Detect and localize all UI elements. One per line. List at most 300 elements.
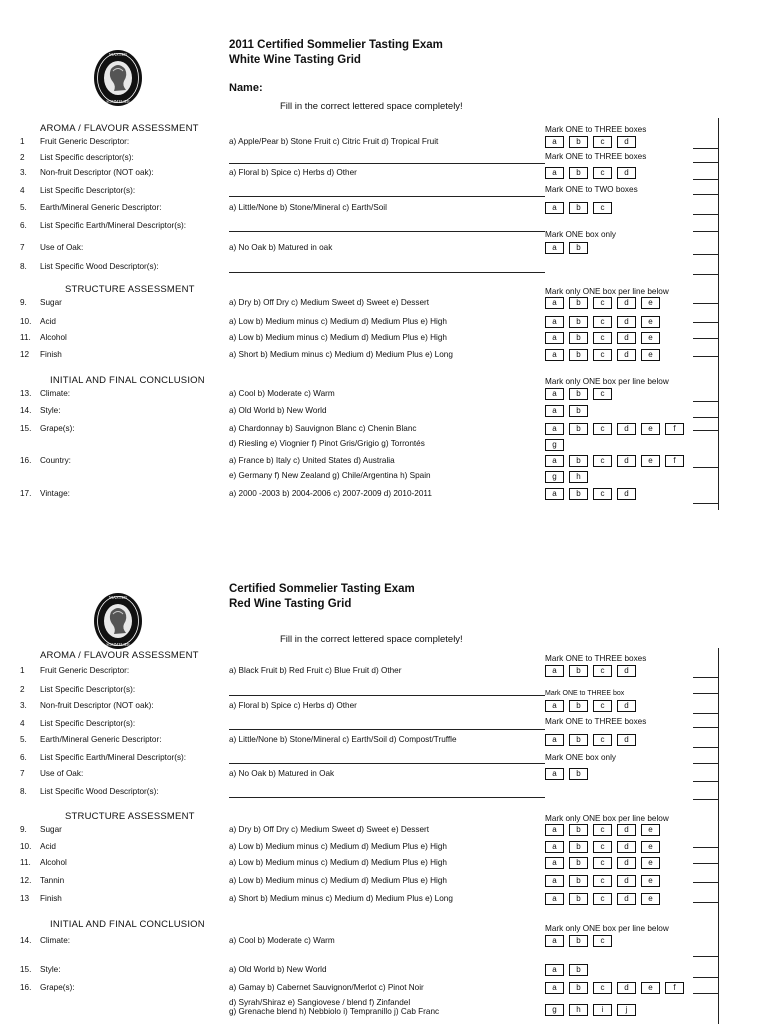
answer-options: a) No Oak b) Matured in Oak: [229, 769, 335, 778]
row-17-answer-boxes: [545, 488, 636, 500]
row-16-answer-box-c[interactable]: c: [593, 455, 612, 467]
master-sommelier-logo: [92, 47, 144, 107]
row-16-answer-box-a[interactable]: a: [545, 455, 564, 467]
question-label: Non-fruit Descriptor (NOT oak):: [40, 168, 154, 177]
row-11-answer-boxes: [545, 857, 660, 869]
row-15-answer-boxes: [545, 964, 588, 976]
answer-options: a) Low b) Medium minus c) Medium d) Medium Plus e) High: [229, 333, 447, 342]
score-line: [693, 882, 718, 883]
row-3-answer-box-a[interactable]: a: [545, 700, 564, 712]
write-in-line: [229, 763, 545, 764]
section-conclusion: INITIAL AND FINAL CONCLUSION: [50, 375, 205, 386]
section-aroma: AROMA / FLAVOUR ASSESSMENT: [40, 123, 199, 134]
question-label: Climate:: [40, 936, 71, 945]
question-number: 6.: [20, 221, 27, 230]
question-number: 7: [20, 243, 25, 252]
row-12-answer-box-d[interactable]: d: [617, 349, 636, 361]
question-number: 7: [20, 769, 25, 778]
question-label: Sugar: [40, 825, 62, 834]
write-in-line: [229, 695, 545, 696]
right-border-line: [718, 648, 719, 1024]
question-number: 4: [20, 186, 25, 195]
row-15-answer-box-c[interactable]: c: [593, 423, 612, 435]
row-16-cont-answer-box-j[interactable]: j: [617, 1004, 636, 1016]
row-5-answer-box-c[interactable]: c: [593, 734, 612, 746]
row-12-answer-boxes: [545, 875, 660, 887]
score-line: [693, 214, 718, 215]
row-16-cont-answer-boxes: [545, 471, 588, 483]
mark-instruction: Mark only ONE box per line below: [545, 814, 669, 823]
score-line: [693, 863, 718, 864]
section-structure: STRUCTURE ASSESSMENT: [65, 811, 195, 822]
row-11-answer-box-c[interactable]: c: [593, 857, 612, 869]
row-9-answer-boxes: [545, 824, 660, 836]
question-label: Country:: [40, 456, 71, 465]
fill-instruction: Fill in the correct lettered space completely!: [280, 101, 463, 112]
score-line: [693, 713, 718, 714]
row-16-answer-box-c[interactable]: c: [593, 982, 612, 994]
row-11-answer-box-b[interactable]: b: [569, 857, 588, 869]
row-9-answer-box-c[interactable]: c: [593, 297, 612, 309]
row-14-answer-box-c[interactable]: c: [593, 935, 612, 947]
score-line: [693, 693, 718, 694]
score-line: [693, 956, 718, 957]
question-label: Tannin: [40, 876, 65, 885]
row-5-answer-box-c[interactable]: c: [593, 202, 612, 214]
question-label: Non-fruit Descriptor (NOT oak):: [40, 701, 154, 710]
row-5-answer-box-a[interactable]: a: [545, 734, 564, 746]
answer-options: a) Low b) Medium minus c) Medium d) Medium Plus e) High: [229, 858, 447, 867]
question-label: Acid: [40, 842, 56, 851]
mark-instruction: Mark ONE to THREE boxes: [545, 125, 647, 134]
row-16-answer-box-b[interactable]: b: [569, 455, 588, 467]
row-11-answer-box-b[interactable]: b: [569, 332, 588, 344]
row-3-answer-box-a[interactable]: a: [545, 167, 564, 179]
row-16-answer-box-e[interactable]: e: [641, 982, 660, 994]
row-10-answer-box-a[interactable]: a: [545, 316, 564, 328]
question-label: Earth/Mineral Generic Descriptor:: [40, 203, 162, 212]
row-15-answer-box-b[interactable]: b: [569, 964, 588, 976]
grid-title: White Wine Tasting Grid: [229, 54, 361, 66]
score-line: [693, 274, 718, 275]
question-label: Finish: [40, 894, 62, 903]
score-line: [693, 194, 718, 195]
question-label: List Specific Descriptor(s):: [40, 685, 136, 694]
mark-instruction: Mark ONE box only: [545, 230, 616, 239]
question-number: 8.: [20, 262, 27, 271]
question-number: 9.: [20, 825, 27, 834]
row-16-answer-box-a[interactable]: a: [545, 982, 564, 994]
question-number: 3.: [20, 168, 27, 177]
row-16-cont-answer-boxes: [545, 1004, 636, 1016]
row-10-answer-box-a[interactable]: a: [545, 841, 564, 853]
score-line: [693, 231, 718, 232]
score-line: [693, 417, 718, 418]
row-14-answer-boxes: [545, 405, 588, 417]
row-11-answer-box-c[interactable]: c: [593, 332, 612, 344]
row-16-cont-answer-box-g[interactable]: g: [545, 471, 564, 483]
answer-options: a) Low b) Medium minus c) Medium d) Medium Plus e) High: [229, 876, 447, 885]
row-16-answer-box-e[interactable]: e: [641, 455, 660, 467]
answer-options: a) Low b) Medium minus c) Medium d) Medium Plus e) High: [229, 842, 447, 851]
row-12-answer-box-e[interactable]: e: [641, 875, 660, 887]
answer-options: a) Short b) Medium minus c) Medium d) Medium Plus e) Long: [229, 350, 453, 359]
section-aroma: AROMA / FLAVOUR ASSESSMENT: [40, 650, 199, 661]
score-line: [693, 763, 718, 764]
row-10-answer-box-d[interactable]: d: [617, 841, 636, 853]
question-label: List Specific descriptor(s):: [40, 153, 134, 162]
row-11-answer-box-d[interactable]: d: [617, 332, 636, 344]
question-label: Acid: [40, 317, 56, 326]
question-number: 10.: [20, 317, 32, 326]
question-number: 2: [20, 153, 25, 162]
question-number: 13.: [20, 389, 32, 398]
question-number: 5.: [20, 203, 27, 212]
row-16-answer-box-d[interactable]: d: [617, 982, 636, 994]
mark-instruction: Mark ONE to TWO boxes: [545, 185, 638, 194]
question-number: 12.: [20, 876, 32, 885]
question-label: List Specific Earth/Mineral Descriptor(s):: [40, 753, 187, 762]
question-number: 4: [20, 719, 25, 728]
row-13-answer-box-b[interactable]: b: [569, 893, 588, 905]
question-label: Grape(s):: [40, 983, 75, 992]
row-5-answer-boxes: [545, 202, 612, 214]
mark-instruction: Mark ONE box only: [545, 753, 616, 762]
row-16-answer-box-f[interactable]: f: [665, 982, 684, 994]
score-line: [693, 781, 718, 782]
row-12-answer-box-d[interactable]: d: [617, 875, 636, 887]
row-9-answer-box-b[interactable]: b: [569, 824, 588, 836]
row-9-answer-box-d[interactable]: d: [617, 824, 636, 836]
row-11-answer-box-a[interactable]: a: [545, 332, 564, 344]
row-10-answer-box-c[interactable]: c: [593, 316, 612, 328]
question-number: 15.: [20, 424, 32, 433]
master-sommelier-logo: [92, 590, 144, 650]
row-10-answer-boxes: [545, 316, 660, 328]
answer-options: a) Old World b) New World: [229, 406, 327, 415]
question-label: Earth/Mineral Generic Descriptor:: [40, 735, 162, 744]
score-line: [693, 356, 718, 357]
row-16-cont-answer-box-h[interactable]: h: [569, 1004, 588, 1016]
question-label: Grape(s):: [40, 424, 75, 433]
mark-instruction: Mark ONE to THREE box: [545, 690, 625, 697]
name-field-label: Name:: [229, 82, 263, 94]
row-12-answer-box-c[interactable]: c: [593, 349, 612, 361]
score-line: [693, 401, 718, 402]
question-label: List Specific Descriptor(s):: [40, 719, 136, 728]
row-3-answer-box-b[interactable]: b: [569, 167, 588, 179]
score-line: [693, 430, 718, 431]
row-9-answer-box-a[interactable]: a: [545, 824, 564, 836]
mark-instruction: Mark only ONE box per line below: [545, 287, 669, 296]
row-17-answer-box-a[interactable]: a: [545, 488, 564, 500]
row-7-answer-box-b[interactable]: b: [569, 242, 588, 254]
answer-options: a) 2000 -2003 b) 2004-2006 c) 2007-2009 d) 2010-2011: [229, 489, 432, 498]
row-16-cont-answer-box-i[interactable]: i: [593, 1004, 612, 1016]
answer-options: a) Dry b) Off Dry c) Medium Sweet d) Sweet e) Dessert: [229, 825, 430, 834]
mark-instruction: Mark only ONE box per line below: [545, 924, 669, 933]
score-line: [693, 799, 718, 800]
row-9-answer-box-c[interactable]: c: [593, 824, 612, 836]
row-3-answer-box-d[interactable]: d: [617, 700, 636, 712]
question-label: Alcohol: [40, 858, 67, 867]
row-12-answer-box-b[interactable]: b: [569, 349, 588, 361]
question-number: 10.: [20, 842, 32, 851]
row-11-answer-box-a[interactable]: a: [545, 857, 564, 869]
question-number: 17.: [20, 489, 32, 498]
row-3-answer-box-b[interactable]: b: [569, 700, 588, 712]
row-16-cont-answer-box-g[interactable]: g: [545, 1004, 564, 1016]
score-line: [693, 677, 718, 678]
row-14-answer-box-a[interactable]: a: [545, 935, 564, 947]
question-label: List Specific Earth/Mineral Descriptor(s):: [40, 221, 187, 230]
row-1-answer-box-b[interactable]: b: [569, 136, 588, 148]
row-15-answer-box-a[interactable]: a: [545, 964, 564, 976]
svg-text:SOMMELIER: SOMMELIER: [106, 642, 130, 647]
row-12-answer-box-b[interactable]: b: [569, 875, 588, 887]
question-label: Use of Oak:: [40, 243, 84, 252]
question-number: 16.: [20, 456, 32, 465]
row-13-answer-box-c[interactable]: c: [593, 388, 612, 400]
row-12-answer-box-c[interactable]: c: [593, 875, 612, 887]
row-16-answer-box-d[interactable]: d: [617, 455, 636, 467]
write-in-line: [229, 272, 545, 273]
question-label: Finish: [40, 350, 62, 359]
answer-options: a) France b) Italy c) United States d) Australia: [229, 456, 395, 465]
question-number: 11.: [20, 858, 31, 867]
score-line: [693, 162, 718, 163]
score-line: [693, 254, 718, 255]
row-14-answer-box-b[interactable]: b: [569, 405, 588, 417]
row-12-answer-box-e[interactable]: e: [641, 349, 660, 361]
svg-text:MASTER: MASTER: [108, 595, 128, 600]
answer-options: a) Little/None b) Stone/Mineral c) Earth/Soil d) Compost/Truffle: [229, 735, 457, 744]
row-9-answer-boxes: [545, 297, 660, 309]
row-13-answer-box-a[interactable]: a: [545, 388, 564, 400]
row-13-answer-box-b[interactable]: b: [569, 388, 588, 400]
row-1-answer-boxes: [545, 136, 636, 148]
mark-instruction: Mark only ONE box per line below: [545, 377, 669, 386]
row-5-answer-box-b[interactable]: b: [569, 734, 588, 746]
question-number: 6.: [20, 753, 27, 762]
row-10-answer-box-e[interactable]: e: [641, 841, 660, 853]
answer-options-cont: g) Grenache blend h) Nebbiolo i) Tempranillo j) Cab Franc: [229, 1007, 440, 1016]
fill-instruction: Fill in the correct lettered space completely!: [280, 634, 463, 645]
row-1-answer-box-c[interactable]: c: [593, 136, 612, 148]
row-13-answer-box-e[interactable]: e: [641, 893, 660, 905]
row-10-answer-box-b[interactable]: b: [569, 841, 588, 853]
row-15-answer-box-a[interactable]: a: [545, 423, 564, 435]
row-1-answer-box-a[interactable]: a: [545, 136, 564, 148]
row-13-answer-box-a[interactable]: a: [545, 893, 564, 905]
row-13-answer-boxes: [545, 893, 660, 905]
score-line: [693, 727, 718, 728]
row-11-answer-box-d[interactable]: d: [617, 857, 636, 869]
row-3-answer-box-d[interactable]: d: [617, 167, 636, 179]
question-label: Style:: [40, 406, 61, 415]
right-border-line: [718, 118, 719, 510]
exam-title: Certified Sommelier Tasting Exam: [229, 583, 415, 595]
question-number: 13: [20, 894, 30, 903]
question-number: 16.: [20, 983, 32, 992]
row-14-answer-box-b[interactable]: b: [569, 935, 588, 947]
answer-options: a) Cool b) Moderate c) Warm: [229, 389, 335, 398]
answer-options: a) Apple/Pear b) Stone Fruit c) Citric Fruit d) Tropical Fruit: [229, 137, 439, 146]
row-14-answer-box-a[interactable]: a: [545, 405, 564, 417]
row-10-answer-box-c[interactable]: c: [593, 841, 612, 853]
question-number: 3.: [20, 701, 27, 710]
question-label: List Specific Wood Descriptor(s):: [40, 262, 159, 271]
row-1-answer-box-d[interactable]: d: [617, 136, 636, 148]
question-label: List Specific Descriptor(s):: [40, 186, 136, 195]
row-11-answer-box-e[interactable]: e: [641, 857, 660, 869]
row-10-answer-box-e[interactable]: e: [641, 316, 660, 328]
row-3-answer-boxes: [545, 167, 636, 179]
row-12-answer-box-a[interactable]: a: [545, 349, 564, 361]
question-label: Sugar: [40, 298, 62, 307]
answer-options: a) Chardonnay b) Sauvignon Blanc c) Chenin Blanc: [229, 424, 417, 433]
score-line: [693, 179, 718, 180]
question-number: 5.: [20, 735, 27, 744]
exam-title: 2011 Certified Sommelier Tasting Exam: [229, 39, 443, 51]
answer-options: a) Floral b) Spice c) Herbs d) Other: [229, 701, 357, 710]
row-15-answer-box-f[interactable]: f: [665, 423, 684, 435]
row-7-answer-box-b[interactable]: b: [569, 768, 588, 780]
score-line: [693, 977, 718, 978]
score-line: [693, 148, 718, 149]
row-1-answer-box-d[interactable]: d: [617, 665, 636, 677]
write-in-line: [229, 196, 545, 197]
row-14-answer-boxes: [545, 935, 612, 947]
row-9-answer-box-a[interactable]: a: [545, 297, 564, 309]
answer-options: a) Little/None b) Stone/Mineral c) Earth/Soil: [229, 203, 387, 212]
question-label: Climate:: [40, 389, 71, 398]
write-in-line: [229, 797, 545, 798]
question-label: Fruit Generic Descriptor:: [40, 666, 130, 675]
row-1-answer-box-b[interactable]: b: [569, 665, 588, 677]
question-label: Fruit Generic Descriptor:: [40, 137, 130, 146]
mark-instruction: Mark ONE to THREE boxes: [545, 152, 647, 161]
question-label: Use of Oak:: [40, 769, 84, 778]
row-15-answer-boxes: [545, 423, 684, 435]
row-13-answer-box-c[interactable]: c: [593, 893, 612, 905]
question-number: 2: [20, 685, 25, 694]
section-conclusion: INITIAL AND FINAL CONCLUSION: [50, 919, 205, 930]
mark-instruction: Mark ONE to THREE boxes: [545, 654, 647, 663]
row-7-answer-box-a[interactable]: a: [545, 242, 564, 254]
question-number: 12: [20, 350, 30, 359]
row-5-answer-box-d[interactable]: d: [617, 734, 636, 746]
answer-options: a) Old World b) New World: [229, 965, 327, 974]
row-10-answer-box-d[interactable]: d: [617, 316, 636, 328]
answer-options: a) Dry b) Off Dry c) Medium Sweet d) Sweet e) Dessert: [229, 298, 430, 307]
row-15-answer-box-d[interactable]: d: [617, 423, 636, 435]
row-5-answer-boxes: [545, 734, 636, 746]
question-number: 14.: [20, 406, 32, 415]
row-11-answer-box-e[interactable]: e: [641, 332, 660, 344]
answer-options: a) Black Fruit b) Red Fruit c) Blue Fruit d) Other: [229, 666, 402, 675]
row-15-answer-box-e[interactable]: e: [641, 423, 660, 435]
question-label: Vintage:: [40, 489, 70, 498]
answer-options: a) Floral b) Spice c) Herbs d) Other: [229, 168, 357, 177]
row-9-answer-box-e[interactable]: e: [641, 297, 660, 309]
row-13-answer-boxes: [545, 388, 612, 400]
answer-options-cont: d) Riesling e) Viognier f) Pinot Gris/Grigio g) Torrontés: [229, 439, 425, 448]
row-10-answer-boxes: [545, 841, 660, 853]
score-line: [693, 902, 718, 903]
row-7-answer-box-a[interactable]: a: [545, 768, 564, 780]
row-17-answer-box-b[interactable]: b: [569, 488, 588, 500]
score-line: [693, 467, 718, 468]
answer-options-cont: e) Germany f) New Zealand g) Chile/Argentina h) Spain: [229, 471, 431, 480]
write-in-line: [229, 231, 545, 232]
score-line: [693, 303, 718, 304]
row-16-answer-boxes: [545, 982, 684, 994]
mark-instruction: Mark ONE to THREE boxes: [545, 717, 647, 726]
write-in-line: [229, 163, 545, 164]
question-number: 8.: [20, 787, 27, 796]
row-1-answer-box-a[interactable]: a: [545, 665, 564, 677]
row-15-answer-box-b[interactable]: b: [569, 423, 588, 435]
row-1-answer-boxes: [545, 665, 636, 677]
svg-text:MASTER: MASTER: [108, 52, 128, 57]
question-label: Style:: [40, 965, 61, 974]
row-15-cont-answer-boxes: [545, 439, 564, 451]
row-15-cont-answer-box-g[interactable]: g: [545, 439, 564, 451]
answer-options-cont: d) Syrah/Shiraz e) Sangiovese / blend f) Zinfandel: [229, 998, 411, 1007]
score-line: [693, 503, 718, 504]
row-5-answer-box-a[interactable]: a: [545, 202, 564, 214]
section-structure: STRUCTURE ASSESSMENT: [65, 284, 195, 295]
row-10-answer-box-b[interactable]: b: [569, 316, 588, 328]
row-16-cont-answer-box-h[interactable]: h: [569, 471, 588, 483]
svg-text:SOMMELIER: SOMMELIER: [106, 99, 130, 104]
row-17-answer-box-d[interactable]: d: [617, 488, 636, 500]
row-17-answer-box-c[interactable]: c: [593, 488, 612, 500]
score-line: [693, 993, 718, 994]
row-9-answer-box-e[interactable]: e: [641, 824, 660, 836]
question-number: 1: [20, 666, 25, 675]
row-1-answer-box-c[interactable]: c: [593, 665, 612, 677]
row-16-answer-boxes: [545, 455, 684, 467]
answer-options: a) Low b) Medium minus c) Medium d) Medium Plus e) High: [229, 317, 447, 326]
row-9-answer-box-b[interactable]: b: [569, 297, 588, 309]
row-12-answer-box-a[interactable]: a: [545, 875, 564, 887]
row-3-answer-box-c[interactable]: c: [593, 167, 612, 179]
question-number: 15.: [20, 965, 32, 974]
question-number: 14.: [20, 936, 32, 945]
row-3-answer-boxes: [545, 700, 636, 712]
row-11-answer-boxes: [545, 332, 660, 344]
row-16-answer-box-f[interactable]: f: [665, 455, 684, 467]
answer-options: a) Cool b) Moderate c) Warm: [229, 936, 335, 945]
grid-title: Red Wine Tasting Grid: [229, 598, 352, 610]
row-16-answer-box-b[interactable]: b: [569, 982, 588, 994]
question-number: 11.: [20, 333, 31, 342]
question-number: 9.: [20, 298, 27, 307]
answer-options: a) Short b) Medium minus c) Medium d) Medium Plus e) Long: [229, 894, 453, 903]
row-9-answer-box-d[interactable]: d: [617, 297, 636, 309]
row-7-answer-boxes: [545, 768, 588, 780]
answer-options: a) Gamay b) Cabernet Sauvignon/Merlot c) Pinot Noir: [229, 983, 424, 992]
score-line: [693, 747, 718, 748]
row-12-answer-boxes: [545, 349, 660, 361]
row-3-answer-box-c[interactable]: c: [593, 700, 612, 712]
answer-options: a) No Oak b) Matured in oak: [229, 243, 333, 252]
score-line: [693, 847, 718, 848]
row-5-answer-box-b[interactable]: b: [569, 202, 588, 214]
row-13-answer-box-d[interactable]: d: [617, 893, 636, 905]
